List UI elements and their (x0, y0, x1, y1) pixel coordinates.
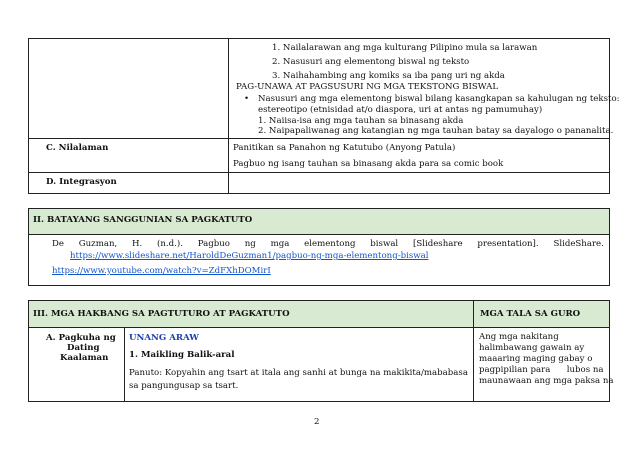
integrasyon-label: D. Integrasyon (46, 177, 117, 187)
panuto-line-2: sa pangungusap sa tsart. (129, 381, 239, 391)
references-heading: II. BATAYANG SANGGUNIAN SA PAGKATUTO (33, 215, 253, 225)
ref-word: ng (244, 239, 256, 249)
ref-word: SlideShare. (553, 239, 604, 249)
objective-3: 3. Naihahambing ang komiks sa iba pang uri ng akda (272, 71, 505, 81)
objective-2: 2. Nasusuri ang elementong biswal ng teksto (272, 57, 470, 67)
youtube-link[interactable]: https://www.youtube.com/watch?v=ZdFXhDOMirI (52, 266, 271, 276)
slideshare-link[interactable]: https://www.slideshare.net/HaroldDeGuzman1/pagbuo-ng-mga-elementong-biswal (70, 251, 429, 261)
day-label: UNANG ARAW (129, 333, 199, 343)
ref-word: H. (132, 239, 143, 249)
ref-word: [Slideshare (412, 239, 463, 249)
note-line-2: halimbawang gawain ay (479, 343, 585, 353)
sub-item-2: 2. Naipapaliwanag ang katangian ng mga tauhan batay sa dayalogo o pananalita. (258, 126, 614, 136)
bullet-line-2: estereotipo (etnisidad at/o diaspora, uri at antas ng pamumuhay) (258, 105, 543, 115)
panuto-line-1: Panuto: Kopyahin ang tsart at itala ang sanhi at bunga na makikita/mababasa (129, 368, 468, 378)
objective-1: 1. Nailalarawan ang mga kulturang Pilipino mula sa larawan (272, 43, 538, 53)
procedure-heading: III. MGA HAKBANG SA PAGTUTURO AT PAGKATUTO (33, 309, 290, 319)
note-line-1: Ang mga nakitang (479, 332, 559, 342)
page-number: 2 (314, 417, 320, 427)
ref-word: elementong (304, 239, 356, 249)
step-title: 1. Maikling Balik-aral (129, 350, 235, 360)
note-line-4: pagpipilian para lubos na (479, 365, 604, 375)
ref-word: mga (270, 239, 290, 249)
ref-word: (n.d.). (157, 239, 183, 249)
sub-item-1: 1. Naiisa-isa ang mga tauhan sa binasang akda (258, 116, 464, 126)
nilalaman-text-1: Panitikan sa Panahon ng Katutubo (Anyong Patula) (233, 143, 456, 153)
nilalaman-label: C. Nilalaman (46, 143, 109, 153)
step-label-line-1: A. Pagkuha ng (46, 333, 116, 343)
note-line-3: maaaring maging gabay o (479, 354, 593, 364)
ref-word: presentation]. (477, 239, 539, 249)
bullet-line-1: Nasusuri ang mga elementong biswal bilang kasangkapan sa kahulugan ng teksto: (258, 94, 620, 104)
step-label-line-2: Dating (67, 343, 100, 353)
ref-word: Guzman, (78, 239, 118, 249)
pagunawa-heading: PAG-UNAWA AT PAGSUSURI NG MGA TEKSTONG BISWAL (236, 82, 499, 92)
step-label-line-3: Kaalaman (60, 353, 109, 363)
bullet-icon: • (244, 94, 250, 104)
note-line-5: maunawaan ang mga paksa na (479, 376, 614, 386)
notes-heading: MGA TALA SA GURO (480, 309, 581, 319)
nilalaman-text-2: Pagbuo ng isang tauhan sa binasang akda para sa comic book (233, 159, 504, 169)
ref-word: Pagbuo (197, 239, 230, 249)
ref-word: De (52, 239, 64, 249)
ref-word: biswal (370, 239, 399, 249)
